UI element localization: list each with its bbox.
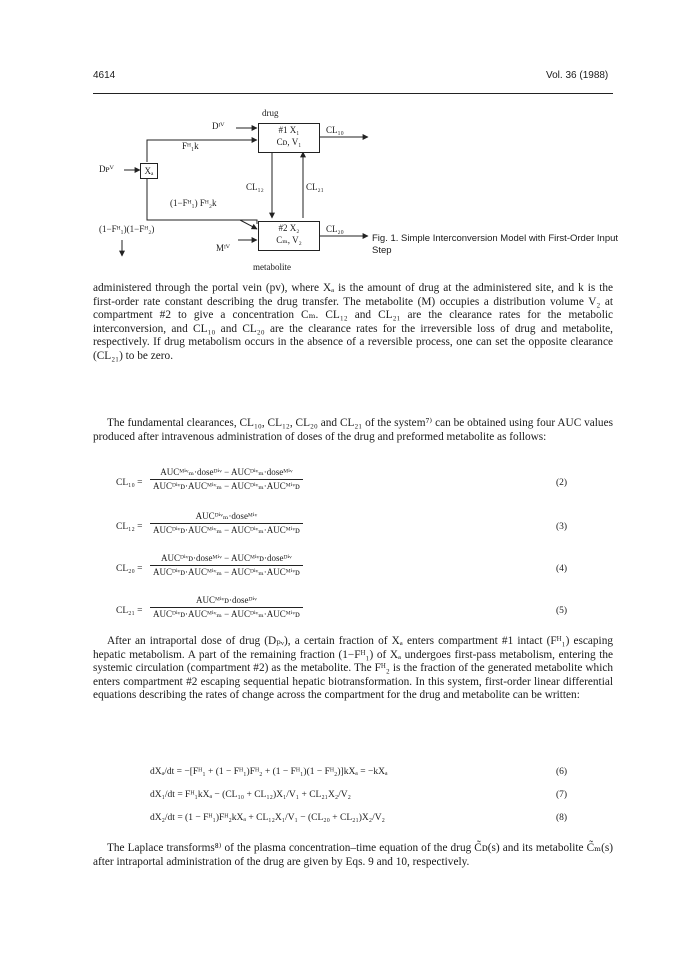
eq3-numerator: AUCᴰⁱᵛₘ·doseᴹⁱᵛ (195, 511, 258, 521)
bottom-left-label: (1−Fᴴ₁)(1−Fᴴ₂) (99, 224, 155, 234)
dpv-label: Dᴘⱽ (99, 164, 114, 174)
eq7-text: dX₁/dt = Fᴴ₁kXₐ − (CL₁₀ + CL₁₂)X₁/V₁ + CL₂₁X₂/V₂ (150, 790, 351, 800)
miv-label: Mᴵⱽ (216, 243, 230, 253)
eq2-numerator: AUCᴹⁱᵛₘ·doseᴰⁱᵛ − AUCᴰⁱᵛₘ·doseᴹⁱᵛ (160, 467, 293, 477)
eq6-text: dXₐ/dt = −[Fᴴ₁ + (1 − Fᴴ₁)Fᴴ₂ + (1 − Fᴴ₁)(1 − Fᴴ₂)]kXₐ = −kXₐ (150, 767, 388, 777)
eq7-number: (7) (556, 790, 568, 800)
eq4-numerator: AUCᴰⁱᵛᴅ·doseᴹⁱᵛ − AUCᴹⁱᵛᴅ·doseᴰⁱᵛ (161, 553, 292, 563)
eq3-fraction (150, 511, 303, 536)
eq3-lhs: CL₁₂ = (116, 522, 143, 532)
paragraph-2: The fundamental clearances, CL₁₀, CL₁₂, CL₂₀ and CL₂₁ of the system⁷⁾ can be obtained using four AUC values produced after intravenous administration of doses of the drug and preformed metabolite as follows: (93, 417, 613, 443)
compartment-2-line1: #2 X₂ (278, 223, 300, 233)
eq5-denominator: AUCᴰⁱᵛᴅ·AUCᴹⁱᵛₘ − AUCᴰⁱᵛₘ·AUCᴹⁱᵛᴅ (150, 607, 303, 620)
eq8-number: (8) (556, 813, 568, 823)
figure-caption: Fig. 1. Simple Interconversion Model with First-Order Input Step (372, 233, 619, 256)
page-number: 4614 (93, 70, 116, 81)
fh1k-label: Fᴴ₁k (182, 141, 199, 151)
paragraph-3: After an intraportal dose of drug (Dₚᵥ), a certain fraction of Xₐ enters compartment #1 intact (Fᴴ₁) escaping hepatic metabolism. A part of the remaining fraction (1−Fᴴ₁) of Xₐ undergoes first-pass metabolism, entering the systemic circulation (compartment #2) as the metabolite. The Fᴴ₂ is the fraction of the generated metabolite which enters compartment #2 escaping sequential hepatic biotransformation. In this system, first-order linear differential equations describing the rates of change across the compartment for the drug and metabolite can be written: (93, 635, 613, 701)
eq4-lhs: CL₂₀ = (116, 564, 143, 574)
compartment-2-line2: Cₘ, V₂ (276, 235, 302, 245)
eq2-lhs: CL₁₀ = (116, 478, 143, 488)
div-label: Dᴵⱽ (212, 121, 225, 131)
eq8-text: dX₂/dt = (1 − Fᴴ₁)Fᴴ₂kXₐ + CL₁₂X₁/V₁ − (CL₂₀ + CL₂₁)X₂/V₂ (150, 813, 385, 823)
fh1k-arrow (147, 140, 257, 162)
eq2-fraction (150, 467, 303, 492)
fh2k-label: (1−Fᴴ₁) Fᴴ₂k (170, 198, 217, 208)
journal-volume: Vol. 36 (1988) (546, 70, 609, 81)
paragraph-1: administered through the portal vein (pv), where Xₐ is the amount of drug at the administered site, and k is the first-order rate constant describing the drug transfer. The metabolite (M) occupies a distribution volume V₂ at compartment #2 to give a concentration Cₘ. CL₁₂ and CL₂₁ are the clearance rates for the metabolic interconversion, and CL₁₀ and CL₂₀ are the clearance rates for the irreversible loss of drug and metabolite, respectively. If drug metabolism occurs in the absence of a reversible process, one can set the opposite clearance (CL₂₁) to be zero. (93, 282, 613, 362)
eq6-number: (6) (556, 767, 568, 777)
fh2k-arrow (240, 220, 257, 229)
eq3-number: (3) (556, 522, 568, 532)
cl12-label: CL₁₂ (246, 182, 264, 192)
eq5-number: (5) (556, 606, 568, 616)
compartment-2-box (258, 221, 320, 251)
paragraph-4: The Laplace transforms⁸⁾ of the plasma concentration–time equation of the drug C̃ᴅ(s) and its metabolite C̃ₘ(s) after intraportal administration of the drug are given by Eqs. 9 and 10, respectively. (93, 842, 613, 868)
compartment-1-box (258, 123, 320, 153)
cl20-label: CL₂₀ (326, 224, 344, 234)
cl10-label: CL₁₀ (326, 125, 344, 135)
eq4-number: (4) (556, 564, 568, 574)
eq2-denominator: AUCᴰⁱᵛᴅ·AUCᴹⁱᵛₘ − AUCᴰⁱᵛₘ·AUCᴹⁱᵛᴅ (150, 479, 303, 492)
eq3-denominator: AUCᴰⁱᵛᴅ·AUCᴹⁱᵛₘ − AUCᴰⁱᵛₘ·AUCᴹⁱᵛᴅ (150, 523, 303, 536)
compartment-1-line1: #1 X₁ (278, 125, 300, 135)
metabolite-label: metabolite (253, 262, 291, 272)
eq4-fraction (150, 553, 303, 578)
eq5-fraction (150, 595, 303, 620)
eq2-number: (2) (556, 478, 568, 488)
eq5-numerator: AUCᴹⁱᵛᴅ·doseᴰⁱᵛ (195, 595, 257, 605)
drug-label: drug (262, 108, 279, 118)
cl21-label: CL₂₁ (306, 182, 324, 192)
compartment-1-line2: Cᴅ, V₁ (276, 137, 302, 147)
xa-box: Xₐ (140, 163, 158, 179)
eq5-lhs: CL₂₁ = (116, 606, 143, 616)
eq4-denominator: AUCᴰⁱᵛᴅ·AUCᴹⁱᵛₘ − AUCᴰⁱᵛₘ·AUCᴹⁱᵛᴅ (150, 565, 303, 578)
